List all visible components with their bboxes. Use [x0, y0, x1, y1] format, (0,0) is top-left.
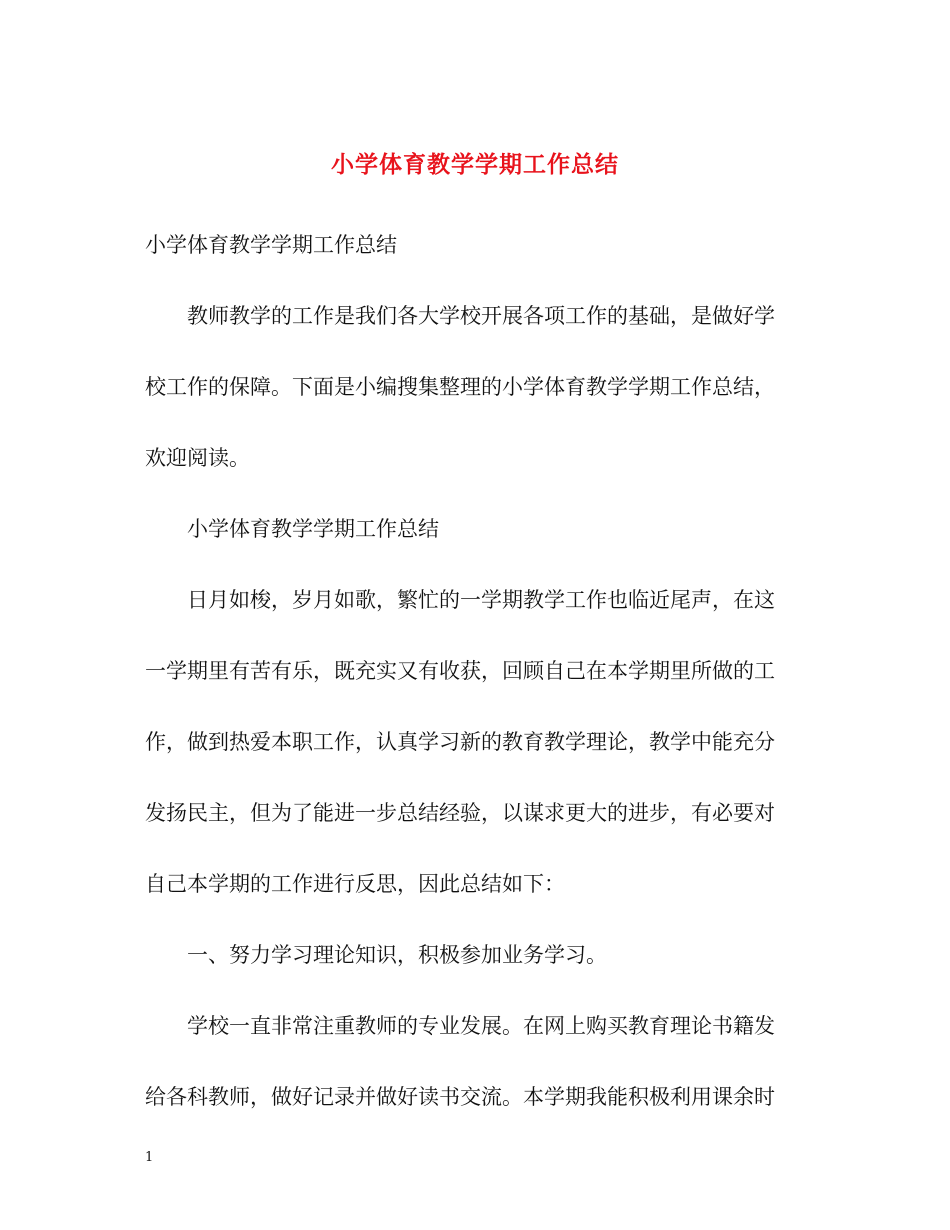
body-line-para1-2: 一学期里有苦有乐，既充实又有收获，回顾自己在本学期里所做的工: [145, 659, 775, 683]
body-line-intro-2: 校工作的保障。下面是小编搜集整理的小学体育教学学期工作总结，: [145, 375, 775, 399]
body-line-para1-3: 作，做到热爱本职工作，认真学习新的教育教学理论，教学中能充分: [145, 730, 775, 754]
body-line-para1-1: 日月如梭，岁月如歌，繁忙的一学期教学工作也临近尾声，在这: [187, 588, 775, 612]
body-line-heading: 小学体育教学学期工作总结: [145, 233, 397, 257]
document-title: 小学体育教学学期工作总结: [331, 151, 619, 178]
body-line-intro-1: 教师教学的工作是我们各大学校开展各项工作的基础，是做好学: [187, 304, 775, 328]
document-body: [145, 225, 805, 1148]
body-line-intro-3: 欢迎阅读。: [145, 446, 250, 470]
body-line-para1-5: 自己本学期的工作进行反思，因此总结如下：: [145, 872, 565, 896]
body-line-para2-2: 给各科教师，做好记录并做好读书交流。本学期我能积极利用课余时: [145, 1085, 775, 1109]
page-number: 1: [145, 1150, 154, 1165]
body-line-para2-1: 学校一直非常注重教师的专业发展。在网上购买教育理论书籍发: [187, 1014, 775, 1038]
body-line-subheading: 小学体育教学学期工作总结: [187, 517, 439, 541]
body-line-para1-4: 发扬民主，但为了能进一步总结经验，以谋求更大的进步，有必要对: [145, 801, 775, 825]
body-line-section-1: 一、努力学习理论知识，积极参加业务学习。: [187, 943, 607, 967]
